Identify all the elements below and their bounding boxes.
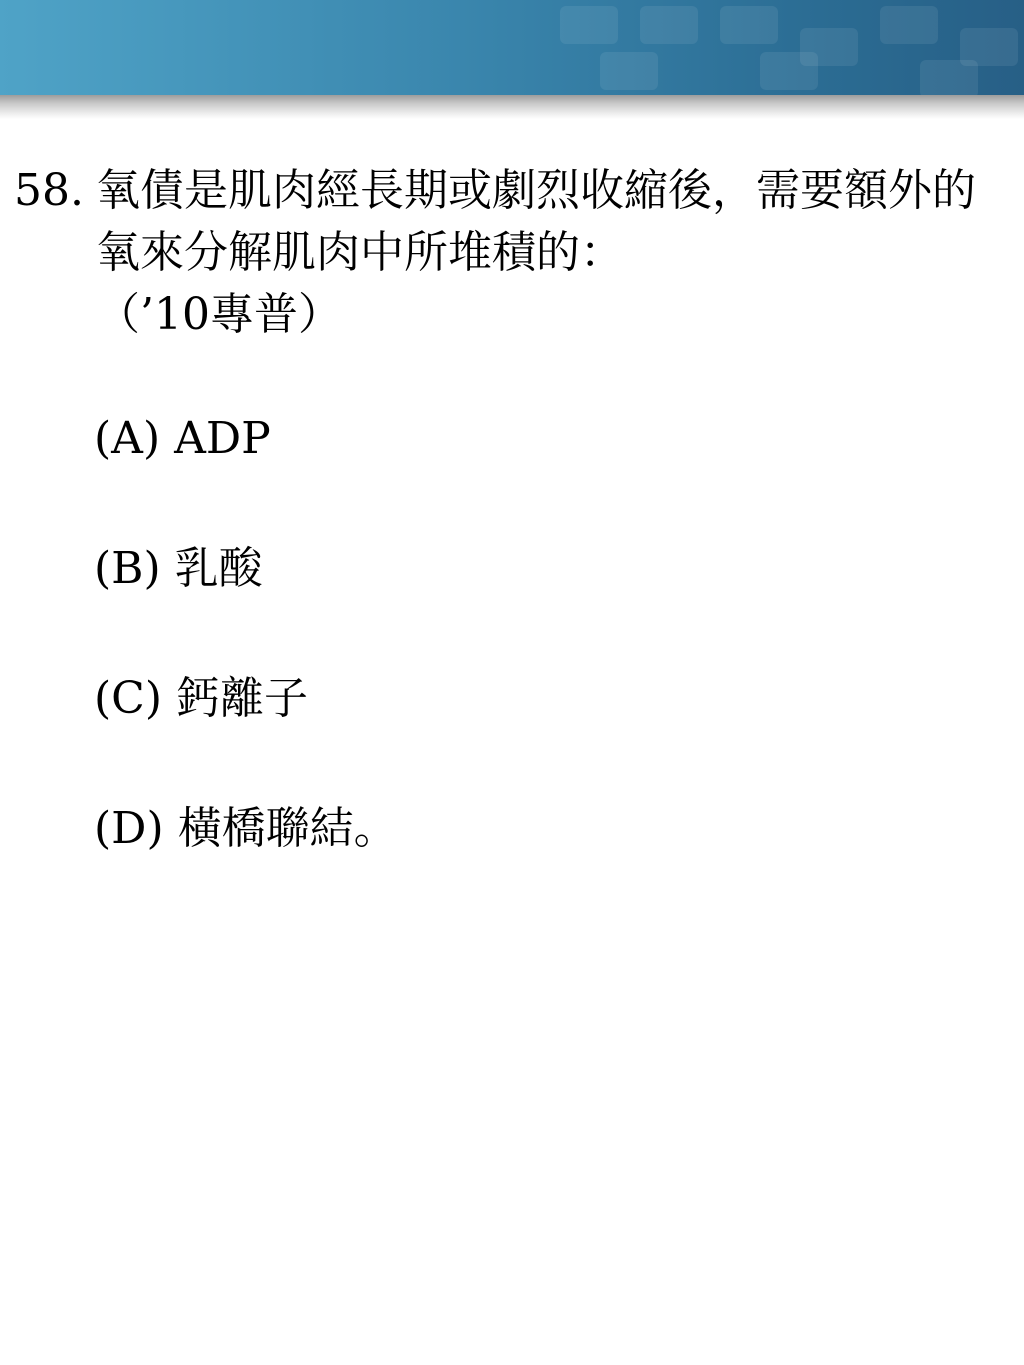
option-text: ADP	[174, 413, 271, 464]
question-source: （’10專普）	[96, 289, 342, 340]
question-text: 氧債是肌肉經長期或劇烈收縮後，需要額外的氧來分解肌肉中所堆積的：	[96, 165, 976, 278]
option-a	[94, 408, 1004, 470]
option-text: 橫橋聯結。	[177, 803, 398, 854]
option-d	[94, 798, 1004, 860]
question-number: 58.	[14, 165, 84, 216]
option-letter: (B)	[94, 543, 161, 594]
header-decor-tile	[720, 6, 778, 44]
answer-options	[94, 408, 1004, 860]
header-decor-tile	[760, 52, 818, 90]
header-banner	[0, 0, 1024, 95]
header-decor-tile	[600, 52, 658, 90]
option-b	[94, 538, 1004, 600]
option-letter: (A)	[94, 413, 161, 464]
option-text: 鈣離子	[176, 673, 308, 724]
header-decor-tile	[640, 6, 698, 44]
header-shadow	[0, 95, 1024, 119]
option-c	[94, 668, 1004, 730]
option-letter: (D)	[94, 803, 164, 854]
header-decor-tile	[880, 6, 938, 44]
question	[14, 160, 1004, 346]
slide-content	[14, 160, 1004, 928]
header-decor-tile	[920, 60, 978, 95]
question-text-block	[96, 160, 1004, 346]
header-decor-tile	[560, 6, 618, 44]
option-letter: (C)	[94, 673, 162, 724]
option-text: 乳酸	[174, 543, 263, 594]
